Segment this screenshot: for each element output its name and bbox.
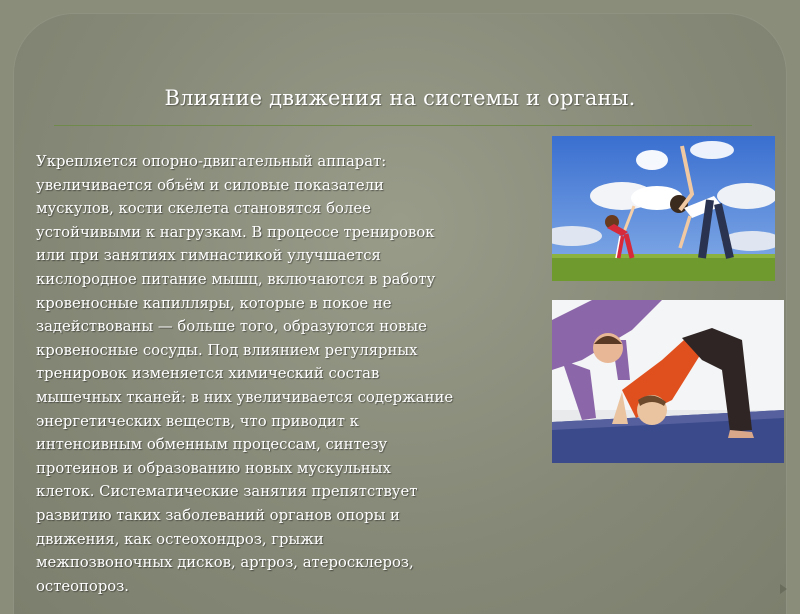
- photo-outdoor-stretching: [552, 136, 775, 281]
- outdoor-stretching-image: [552, 136, 775, 281]
- slide-body-text: Укрепляется опорно-двигательный аппарат: увеличивается объём и силовые показатели мускулов, кости скелета становятся более устойчивыми к нагрузкам. В процессе тренировок или при занятиях гимнастикой улучшается кислородное питание мышц, включаются в работу кровеносные капилляры, которые в покое не задействованы — больше того, образуются новые кровеносные сосуды. Под влиянием регулярных тренировок изменяется химический состав мышечных тканей: в них увеличивается содержание энергетических веществ, что приводит к интенсивным обменным процессам, синтезу протеинов и образованию новых мускульных клеток. Систематические занятия препятствует развитию таких заболеваний органов опоры и движения, как остеохондроз, грыжи межпозвоночных дисков, артроз, атеросклероз, остеопороз.: [36, 153, 454, 595]
- forward-bend-image: [552, 300, 784, 463]
- slide-title: Влияние движения на системы и органы.: [164, 86, 636, 110]
- slide-corner-mark: [780, 584, 787, 594]
- title-divider: [54, 125, 752, 126]
- photo-forward-bend: [552, 300, 784, 463]
